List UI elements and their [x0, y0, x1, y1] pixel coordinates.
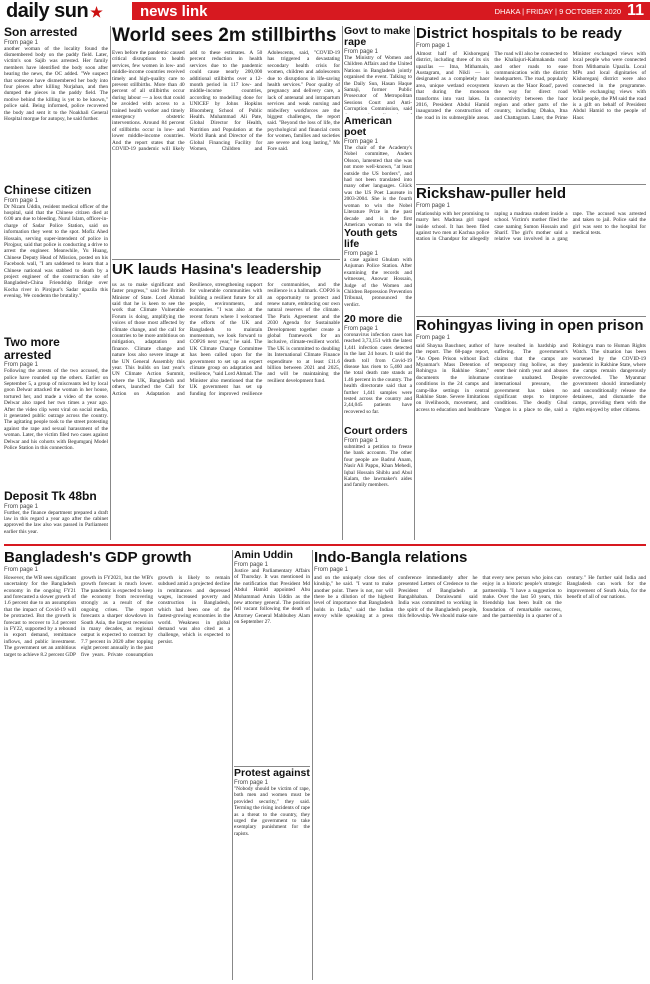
- headline: Govt to make rape: [344, 26, 411, 49]
- column-rule: [232, 550, 233, 980]
- kicker: From page 1: [344, 326, 379, 333]
- article-bd-gdp: [4, 550, 230, 980]
- article-body: Almost half of Kishoreganj district, including three of its six upazilas — Itna, Mithamain, Austagram, and Nikli — is designated as a completely haor area, unique wetland ecosystem that during the monsoon transforms into vast lakes. In 2016, President Abdul Hamid inaugurated the construction of the road in its submergible areas. The road will also be connected to the Khaliajuri-Kalmakanda road and other roads to ease communication with the district headquarters. The road, popularly known as the 'Haor Road', paved the way for direct road connectivity between the haor region and other parts of the country, including Dhaka, Itna and Chattagram. Later, the Prime Minister exchanged views with local people who were connected from Mithamain Upazila. Local MPs and local dignitaries of Kishoreganj district were also connected in the programme. While exchanging views with local people, the PM said the road is a gift on behalf of President Abdul Hamid to the people of Haor.: [416, 50, 646, 121]
- headline: Indo-Bangla relations: [314, 550, 468, 566]
- newspaper-logo: daily sun ★: [6, 0, 103, 22]
- article-amin-uddin: [234, 550, 310, 764]
- kicker: From page 1: [234, 780, 269, 787]
- article-govt-rape: [344, 26, 412, 114]
- article-body: coronavirus infection cases has reached 3,73,151 with the latest 1,441 infection cases detected in the last 24 hours. It said the death toll from Covid-19 disease has risen to 5,460 and the total death rate stands at 1.46 percent in the country. The health directorate said that a further 1,441 samples were tested across the country and 2,44,045 patients have recovered so far.: [344, 332, 412, 415]
- headline: Bangladesh's GDP growth: [4, 550, 192, 566]
- kicker: From page 1: [4, 566, 39, 573]
- article-deposit: [4, 490, 108, 540]
- article-world-stillbirths: [112, 26, 340, 258]
- article-body: Further, the finance department prepared a draft law in this regard a year ago after the cabinet approved the law also was passed in Parliament earlier this year.: [4, 509, 108, 535]
- column-rule: [110, 26, 111, 540]
- article-protest-against: [234, 768, 310, 980]
- article-american-poet: [344, 116, 412, 226]
- article-uk-lauds: [112, 262, 340, 540]
- article-chinese-citizen: [4, 184, 108, 334]
- headline: Chinese citizen: [4, 184, 92, 197]
- kicker: From page 1: [4, 503, 39, 510]
- kicker: From page 1: [314, 566, 349, 573]
- article-body: Justice and Parliamentary Affairs of Thursday. It was mentioned in the notification that President Md Abdul Hamid appointed Abu Mohammad Amin Uddin as the new attorney general. The position fell vacant following the death of Attorney General Mahbubey Alam on September 27.: [234, 568, 310, 626]
- article-district-hospitals: [416, 26, 646, 182]
- article-body: The Ministry of Women and Children Affairs and the United Nations in Bangladesh jointly organised the event. Talking to the Daily Sun, Hasan Haque Samaji, former Public Prosecutor of Metropolitan Sessions Court and Anti-Corruption Commission, said: [344, 55, 412, 113]
- logo-star-icon: ★: [90, 3, 103, 20]
- headline: District hospitals to be ready: [416, 26, 622, 42]
- kicker: From page 1: [416, 42, 451, 49]
- article-body: Even before the pandemic caused critical disruptions to health services, few women in low- and middle-income countries received timely and high-quality care to prevent stillbirths. More than 40 percent of all stillbirths occur during labour — a loss that could be avoided with access to a trained health worker and timely emergency obstetric interventions. Around 84 percent of stillbirths occur in low- and lower middle-income countries. And the report states that the COVID-19 pandemic will likely add to these estimates. A 50 percent reduction in health services due to the pandemic could cause nearly 200,000 additional stillbirths over a 12-month period in 117 low- and middle-income countries, according to modelling done for UNICEF by Johns Hopkins Bloomberg School of Public Health. Muhammad Ali Pate, Global Director for Health, Nutrition and Population at the World Bank and Director of the Global Financing Facility for Women, Children and Adolescents, said, "COVID-19 has triggered a devastating secondary health crisis for women, children and adolescents due to disruptions in life-saving health services." Poor quality of pregnancy and delivery care, a lack of antenatal and intrapartum services and weak nursing and midwifery workforces are the biggest challenges, the report said. "Beyond the loss of life, the psychological and financial costs for women, families and societies are severe and long lasting," Ms Fore said.: [112, 49, 340, 153]
- article-body: relationship with her promising to marry her. Madrasa girl raped inside school. It has been filed against two men at Kachua police station in Chandpur for allegedly raping a madrasa student inside a school. Victim's mother filed the case naming Sumon Hossain and Sharif. The girl's mother said a relative was involved in a gang rape. The accused was arrested and taken to jail. Police said the girl was sent to the hospital for medical tests.: [416, 210, 646, 243]
- column-rule: [414, 26, 415, 540]
- headline: Two more arrested: [4, 336, 60, 362]
- article-two-more-arrested: [4, 336, 108, 488]
- article-20-more-die: [344, 314, 412, 424]
- kicker: From page 1: [416, 202, 451, 209]
- article-body: The chair of the Academy's Nobel committee, Anders Olsson, lamented that she was not more well-known, "at least outside the US borders", and had not been translated into many other languages. Glück was the US Poet Laureate in 2003-2004. She is the fourth woman to win the Nobel Literature Prize in the past decade and is the first American woman to win the: [344, 145, 412, 226]
- article-body: "Nobody should be victim of rape, both men and women must be provided security," they said. Terming the rising incidents of rape as a threat to the country, they urged the government to take exemplary punishment for the rapists.: [234, 786, 310, 837]
- article-rohingyas-living: [416, 318, 646, 540]
- kicker: From page 1: [344, 139, 379, 146]
- article-body: However, the WB sees significant uncertainty for the Bangladesh economy in the ongoing FY21 and forecasted a slower growth of 1.6 percent due to an assumption that the impact of Covid-19 will be protracted. But the growth is forecast to recover to 3.4 percent in FY22, supported by a rebound in export demand, remittance inflows, and public investment. The government set an ambitious target to achieve 8.2 percent GDP growth in FY2021, but the WB's growth forecast is much lower. The pandemic is expected to keep the economy from recovering strongly as a result of the ongoing crises. The report forecasts a sharper slowdown in South Asia, the largest recession in many decades, as regional output is expected to contract by 7.7 percent in 2020 after topping eight percent annually in the past five years. Private consumption growth is likely to remain subdued amid a projected decline in remittances and depressed wages, increased poverty and construction in Bangladesh, which had been one of the fastest-growing economies in the world. Weakness in global demand was also cited as a challenge, which is expected to persist.: [4, 574, 230, 658]
- section-divider: [4, 544, 646, 546]
- article-body: and on the uniquely close ties of kinship," he said. "I want to make another point. There is not, nor will there be a dilution of the highest level of importance that Bangladesh holds in India," said the Indian envoy while speaking at a press conference immediately after he presented Letters of Credence to the President of Bangladesh at Bangabhaban. Doraiswami said India was committed to working in the spirit of the Bangladesh people, this fellowship. We should make sure that every new person who joins can enjoy in a historic people's strategic partnership. "I have a suggestion to make. Over the last 50 years, this friendship has been built on the foundation of remarkable success, and the partnership in a quarter of a century." He further said India and Bangladesh can work for the improvement of South Asia, for the benefit of all of our nations.: [314, 574, 646, 620]
- page-number: 11: [627, 2, 644, 19]
- headline: Court orders: [344, 426, 408, 437]
- article-body: a case against Ghulam with Anjuman Police Station. After examining the records and witnesses, Anowar Hossain, Judge of the Women and Children Repression Prevention Tribunal, pronounced the verdict.: [344, 257, 412, 308]
- headline: American poet: [344, 116, 392, 139]
- article-rule: [416, 184, 646, 185]
- article-court-orders: [344, 426, 412, 540]
- headline: 20 more die: [344, 314, 403, 325]
- section-header-bar: [132, 2, 650, 20]
- article-body: said Shayna Bauchner, author of the report. The 68-page report, "An Open Prison without End: Myanmar's Mass Detention of Rohingya in Rakhine State," documents the inhumane conditions in the 24 camps and camp-like settings in central Rakhine State. Severe limitations on livelihoods, movement, and access to education and healthcare have resulted in hardship and suffering. The government's claims that the camps are temporary ring hollow, as they enter their ninth year and abuses continue unabated. Despite international pressure, the government has taken no significant steps to improve conditions. The deadly Ghul Yangon is a place to die, said a Rohingya man to Human Rights Watch. The situation has been worsened by the COVID-19 pandemic in Rakhine State, where the camps remain dangerously overcrowded. The Myanmar government should immediately and unconditionally release the detainees, and dismantle the camps, providing them with the rights enjoyed by other citizens.: [416, 342, 646, 413]
- column-rule: [342, 26, 343, 540]
- headline: Deposit Tk 48bn: [4, 490, 97, 503]
- kicker: From page 1: [344, 49, 379, 56]
- headline: Rickshaw-puller held: [416, 186, 567, 202]
- kicker: From page 1: [4, 197, 39, 204]
- article-rule: [416, 316, 646, 317]
- column-rule: [312, 550, 313, 980]
- kicker: From page 1: [344, 251, 379, 258]
- article-indo-bangla: [314, 550, 646, 980]
- article-body: Dr Nizam Uddin, resident medical officer of the hospital, said that the Chinese citizen died at 6:00 am due to bleeding. Nurul Islam, officer-in-charge of Sadar Police Station, said on information they went to the spot. Mofiz Ahed Hossain, serving super-intendent of police in Pirojpur, said that police is conducting a drive to arrest the engineer. Meanwhile, Yu Huang, Chinese Deputy Head of Mission, posted on his Facebook wall, "I am saddened to learn that a Chinese national was stabbed to death by a project engineer of the construction site of Bangladesh-China Friendship Bridge over Kocha river in Pirojpur's Sadar upazila this evening. We condemn the brutality.": [4, 203, 108, 300]
- headline: Amin Uddin: [234, 550, 293, 561]
- article-body: Following the arrests of the two accused, the police have rounded up the others. Earlier on September 5, a group of miscreants led by local goon Delwar attacked the woman in her house, tortured her, and made a video of the scene. Delwar also raped her two times a year ago. After the video clip went viral on social media, it generated public outrage across the country. The agitating people took to the street protesting against the rape and sexual harassment of the woman. Later, the victim filed two cases against Delwar and his cohorts with Begumganj Model Police Station in this connection.: [4, 368, 108, 452]
- headline: World sees 2m stillbirths: [112, 26, 337, 46]
- kicker: From page 1: [234, 562, 269, 569]
- article-body: submitted a petition to freeze the bank accounts. The other four people are Badrul Anam, Nasir Ali Pappu, Khan Mehedi, Iqbal Hossain Shiblu and Abul Kalam, the lawmaker's aides and family members.: [344, 444, 412, 489]
- article-rickshaw-puller: [416, 186, 646, 314]
- article-youth-gets-life: [344, 228, 412, 312]
- headline: Protest against: [234, 768, 310, 779]
- headline: Son arrested: [4, 26, 78, 39]
- headline: Rohingyas living in open prison: [416, 318, 644, 334]
- article-body: us as to make significant and faster progress," said the British Minister of State. Lord Ahmad said that he is keen to see the work that Climate Vulnerable Forum is doing, amplifying the voices of those most affected by climate change, and the call for countries to be more ambitious on mitigation, adaptation and finance. Climate change and nature loss also severe image at the UN General Assembly this year. This builds on last year's UN Climate Action Summit, where the UK, Bangladesh and others, launched the Call for Action on Adaptation and Resilience, strengthening support for vulnerable communities with building a resilient future for all people, environments, and economies. "I was also at the recent forum where I welcomed the efforts of the UK and Bangladesh to maintain momentum, we look forward to COP26 next year," he said. The UK Climate Change Committee has been called upon for the government to set up an expert climate group on adaptation and resilience, "said Lord Ahmad. The Minister also mentioned that the UK government has set up funding for improved resilience for communities, and the resilience is a hallmark. COP26 is an opportunity to protect and renew nature, embracing our own natural reserves of the climate. The Paris Agreement and the 2030 Agenda for Sustainable Development together create a global framework for an inclusive, climate-resilient world. The UK is committed to doubling its International Climate Finance expenditure to at least £11.6 billion between 2021 and 2025, and will be maintaining the resilient development fund.: [112, 281, 340, 397]
- article-rule: [234, 766, 310, 767]
- section-name: news link: [140, 2, 208, 20]
- kicker: From page 1: [344, 438, 379, 445]
- dateline: DHAKA | FRIDAY | 9 OCTOBER 2020: [494, 6, 622, 16]
- kicker: From page 1: [4, 39, 39, 46]
- article-rule: [112, 259, 340, 260]
- kicker: From page 1: [4, 362, 39, 369]
- article-son-arrested: [4, 26, 108, 182]
- headline: Youth gets life: [344, 228, 398, 251]
- headline: UK lauds Hasina's leadership: [112, 262, 322, 278]
- kicker: From page 1: [416, 334, 451, 341]
- article-body: another woman of the locality found the dismembered body on the paddy field. Later, victim's son Sajib was arrested. Her family members have identified the body soon after hearing the news, the OC added. "We suspect that someone have dismembered her body into four pieces after killing Nurjahan, and then dumped the pieces in the paddy field. The motive behind the killing is yet to be known," police said. Being informed, police recovered the body and sent it to the Noakhali General Hospital morgue for autopsy, he said further.: [4, 45, 108, 123]
